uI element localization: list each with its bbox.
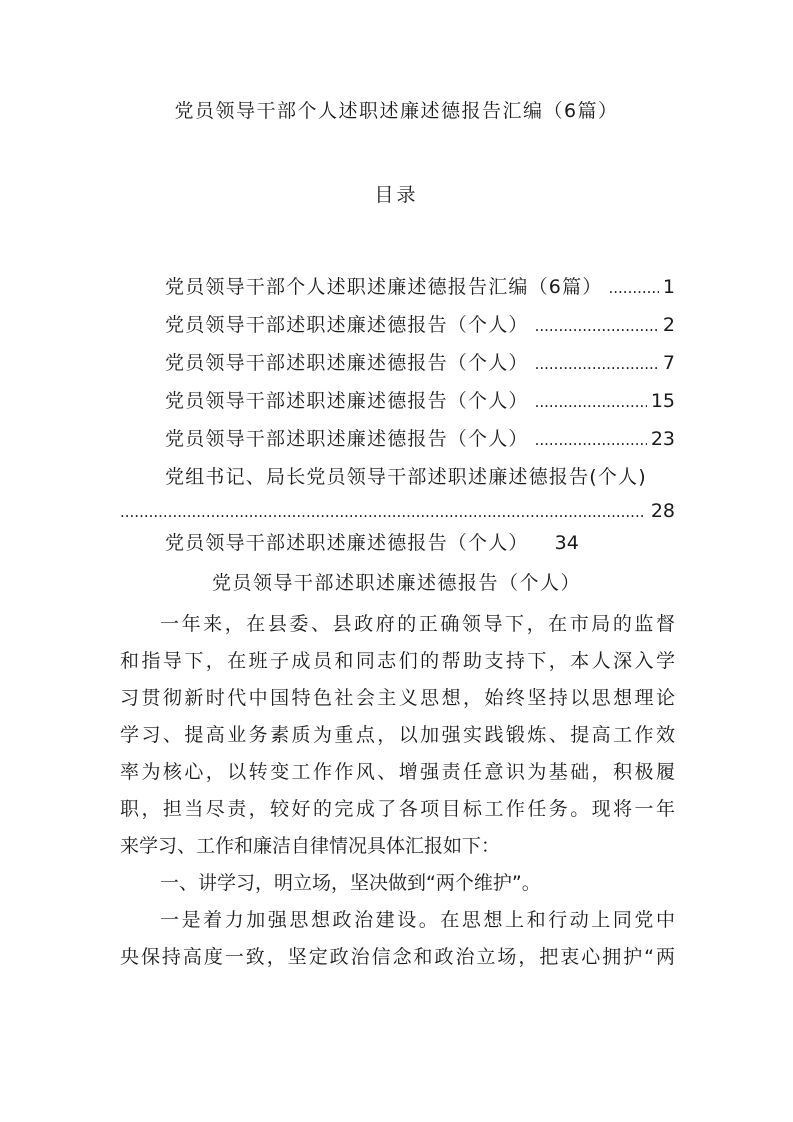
paragraph-line: 职，担当尽责，较好的完成了各项目标工作任务。现将一年: [120, 798, 675, 820]
toc-entry-text: 党员领导干部述职述廉述德报告（个人）: [165, 390, 529, 412]
toc-entry-text: 党员领导干部述职述廉述德报告（个人）: [165, 352, 529, 374]
toc-entry-text: 党员领导干部述职述廉述德报告（个人）: [165, 428, 529, 450]
paragraph-line: 来学习、工作和廉洁自律情况具体汇报如下：: [120, 835, 501, 857]
toc-entry-page: 2: [662, 314, 675, 336]
toc-entry[interactable]: [165, 462, 647, 492]
toc-leader-dots: [609, 279, 659, 297]
toc-entry-page: 28: [650, 500, 675, 522]
toc-leader-dots: [120, 503, 645, 521]
toc-entry-text: 党员领导干部述职述廉述德报告（个人）: [165, 314, 529, 336]
report-body: [120, 606, 675, 976]
toc-entry-text: 党员领导干部述职述廉述德报告（个人）: [165, 532, 529, 554]
paragraph-line: 和指导下，在班子成员和同志们的帮助支持下，本人深入学: [120, 650, 675, 672]
paragraph-line: 一是着力加强思想政治建设。在思想上和行动上同党中: [160, 909, 675, 931]
section-title: 党员领导干部述职述廉述德报告（个人）: [211, 572, 581, 594]
toc-entry[interactable]: [165, 310, 675, 340]
toc-entry-page: 1: [662, 276, 675, 298]
paragraph-line: 率为核心，以转变工作作风、增强责任意识为基础，积极履: [120, 761, 675, 783]
paragraph-line: 央保持高度一致，坚定政治信念和政治立场，把衷心拥护“两: [120, 946, 675, 968]
paragraph-heading: 一、讲学习，明立场，坚决做到“两个维护”。: [160, 872, 541, 894]
toc-entry[interactable]: [165, 528, 579, 558]
paragraph-line: 学习、提高业务素质为重点，以加强实践锻炼、提高工作效: [120, 724, 675, 746]
toc-entry-text: 党员领导干部个人述职述廉述德报告汇编（6篇）: [165, 276, 603, 298]
toc-heading: 目录: [374, 184, 419, 206]
toc-entry-text: 党组书记、局长党员领导干部述职述廉述德报告(个人): [165, 466, 647, 488]
toc-leader-dots: [535, 393, 647, 411]
toc-entry-page: 7: [662, 352, 675, 374]
document-title: 党员领导干部个人述职述廉述德报告汇编（6篇）: [174, 100, 619, 122]
toc-leader-dots: [535, 431, 647, 449]
toc-leader-dots: [535, 355, 659, 373]
toc-entry-page: 23: [650, 428, 675, 450]
paragraph-line: 习贯彻新时代中国特色社会主义思想，始终坚持以思想理论: [120, 687, 675, 709]
toc-entry-page: 15: [650, 390, 675, 412]
toc-entry-page: 34: [554, 532, 579, 554]
toc-entry-continuation[interactable]: [120, 500, 675, 530]
paragraph-line: 一年来，在县委、县政府的正确领导下，在市局的监督: [160, 613, 675, 635]
toc-entry[interactable]: [165, 424, 675, 454]
toc-entry[interactable]: [165, 386, 675, 416]
toc-entry[interactable]: [165, 272, 675, 302]
toc-entry[interactable]: [165, 348, 675, 378]
toc-leader-dots: [535, 317, 659, 335]
